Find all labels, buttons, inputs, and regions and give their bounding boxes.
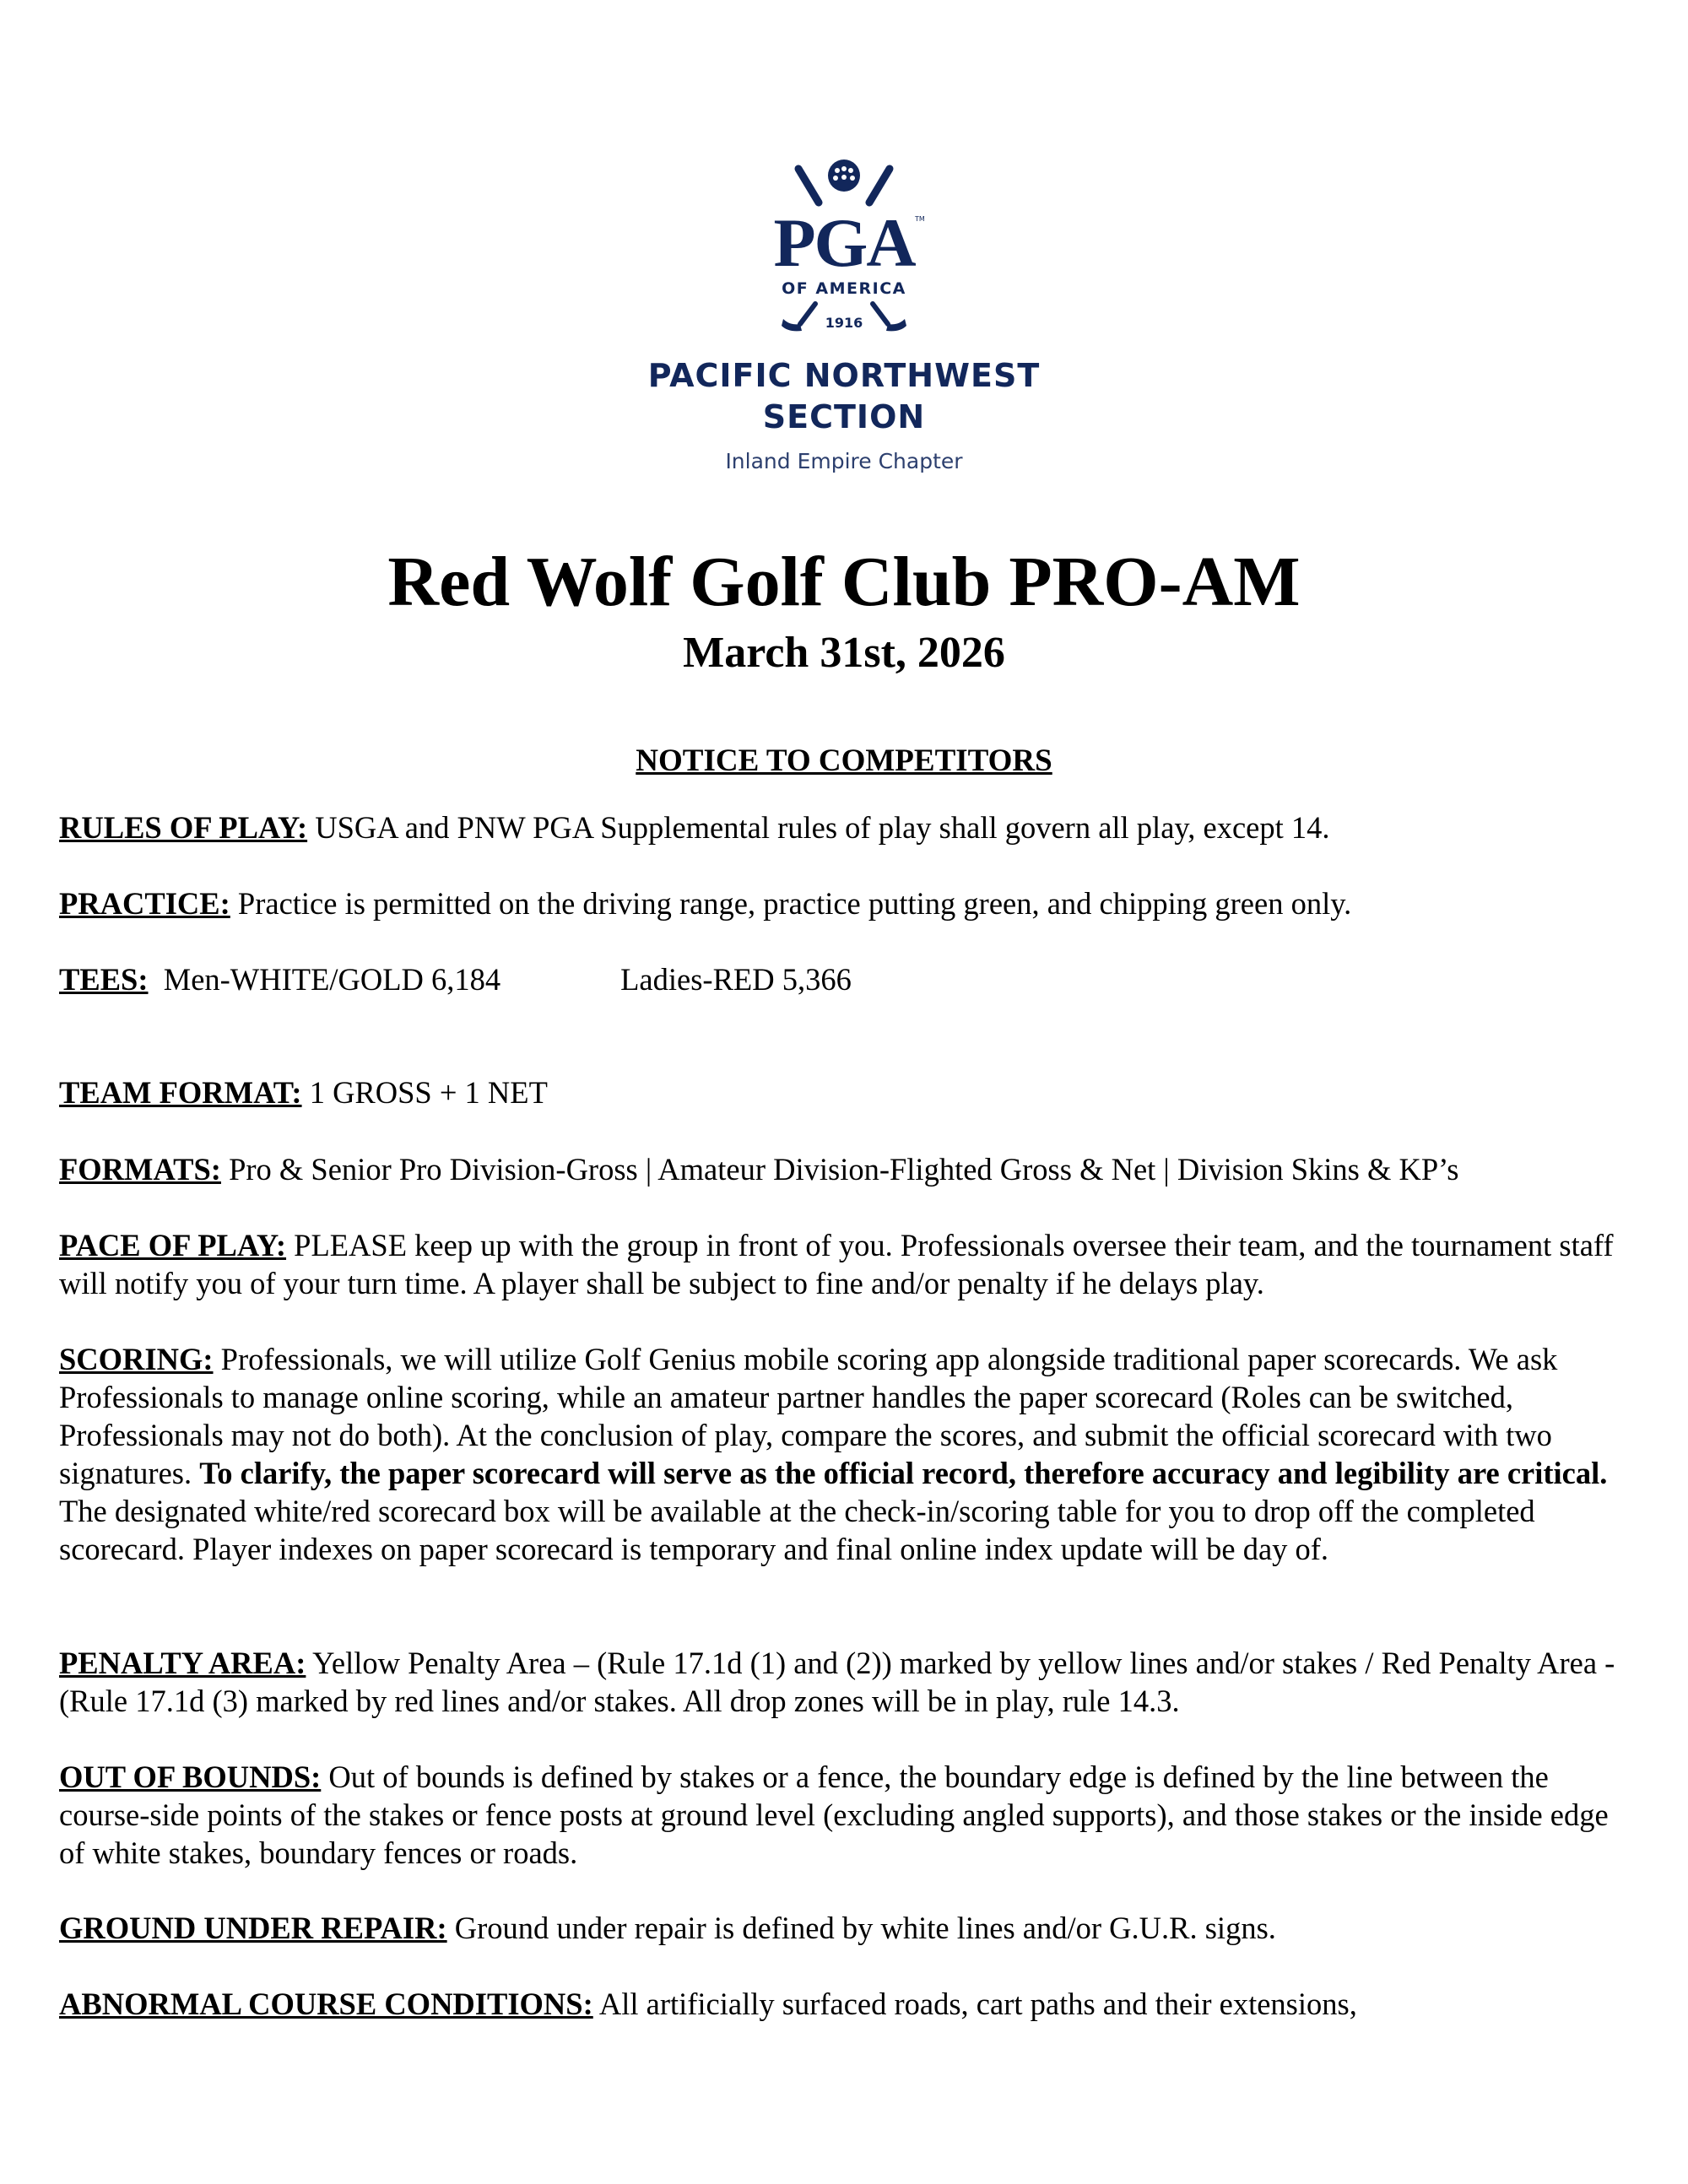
section-label: PACE OF PLAY: (59, 1228, 287, 1262)
section-label: ABNORMAL COURSE CONDITIONS: (59, 1987, 593, 2021)
section-text: Yellow Penalty Area – (Rule 17.1d (1) and (2)) marked by yellow lines and/or stakes / Red Penalty Area - (Rule 17.1d (3) marked by red lines and/or stakes. All drop zones will be in play, rule 14.3. (59, 1646, 1615, 1718)
logo-section-name-line2: SECTION (762, 398, 926, 435)
logo-section-name-line1: PACIFIC NORTHWEST (647, 357, 1041, 394)
page-title: Red Wolf Golf Club PRO-AM (387, 543, 1301, 621)
section-label: GROUND UNDER REPAIR: (59, 1911, 447, 1945)
section-text: 1 GROSS + 1 NET (301, 1075, 548, 1110)
section-out-of-bounds (59, 1758, 1637, 1872)
section-text-emphasis: To clarify, the paper scorecard will serve as the official record, therefore accuracy and legibility are critical. (199, 1456, 1608, 1490)
section-tees (59, 960, 1637, 998)
logo-chapter-name: Inland Empire Chapter (725, 449, 963, 473)
tees-ladies: Ladies-RED 5,366 (620, 962, 852, 997)
pga-of-america-emblem-icon (743, 152, 945, 338)
section-text: USGA and PNW PGA Supplemental rules of play shall govern all play, except 14. (307, 810, 1330, 845)
section-label: SCORING: (59, 1342, 214, 1376)
section-text: Out of bounds is defined by stakes or a fence, the boundary edge is defined by the line between the course-side points of the stakes or fence posts at ground level (excluding angled supports), and those stakes or the inside edge of white stakes, boundary fences or roads. (59, 1760, 1609, 1870)
section-label: FORMATS: (59, 1152, 221, 1187)
section-pace-of-play (59, 1226, 1637, 1302)
golf-ball-icon (828, 159, 860, 192)
svg-text:TM: TM (915, 215, 925, 223)
event-date: March 31st, 2026 (683, 629, 1005, 677)
notice-heading: NOTICE TO COMPETITORS (636, 743, 1052, 778)
section-label: PENALTY AREA: (59, 1646, 306, 1680)
section-label: OUT OF BOUNDS: (59, 1760, 322, 1794)
section-abnormal-course-conditions (59, 1985, 1637, 2023)
section-penalty-area (59, 1644, 1637, 1720)
svg-text:OF AMERICA: OF AMERICA (782, 279, 906, 298)
tees-men: Men-WHITE/GOLD 6,184 (163, 962, 501, 997)
section-text: All artificially surfaced roads, cart paths and their extensions, (592, 1987, 1357, 2021)
section-text: Pro & Senior Pro Division-Gross | Amateur Division-Flighted Gross & Net | Division Skins & KP’s (220, 1152, 1459, 1187)
section-ground-under-repair (59, 1909, 1637, 1947)
section-rules-of-play (59, 808, 1637, 846)
section-team-format (59, 1073, 1637, 1111)
section-text: PLEASE keep up with the group in front of you. Professionals oversee their team, and the tournament staff will notify you of your turn time. A player shall be subject to fine and/or penalty if he delays play. (59, 1228, 1614, 1300)
section-label: TEAM FORMAT: (59, 1075, 302, 1110)
section-label: RULES OF PLAY: (59, 810, 308, 845)
section-practice (59, 884, 1637, 922)
section-formats (59, 1150, 1637, 1188)
pga-pnw-logo (591, 143, 1097, 489)
section-text: Ground under repair is defined by white lines and/or G.U.R. signs. (446, 1911, 1276, 1945)
section-text: Practice is permitted on the driving range, practice putting green, and chipping green only. (230, 886, 1352, 921)
section-text: Professionals, we will utilize Golf Genius mobile scoring app alongside traditional paper scorecards. We ask Professionals to manage online scoring, while an amateur partner handles the paper scorecard (Roles can be switched, Professionals may not do both). At the conclusion of play, compare the scores, and submit the official scorecard with two signatures. (59, 1342, 1558, 1490)
section-scoring (59, 1340, 1637, 1568)
svg-text:1916: 1916 (825, 315, 863, 331)
section-text: The designated white/red scorecard box will be available at the check-in/scoring table for you to drop off the completed scorecard. Player indexes on paper scorecard is temporary and final online index update will be day of. (59, 1494, 1535, 1566)
section-label: TEES: (59, 962, 149, 997)
section-label: PRACTICE: (59, 886, 230, 921)
svg-text:PGA: PGA (773, 204, 915, 281)
